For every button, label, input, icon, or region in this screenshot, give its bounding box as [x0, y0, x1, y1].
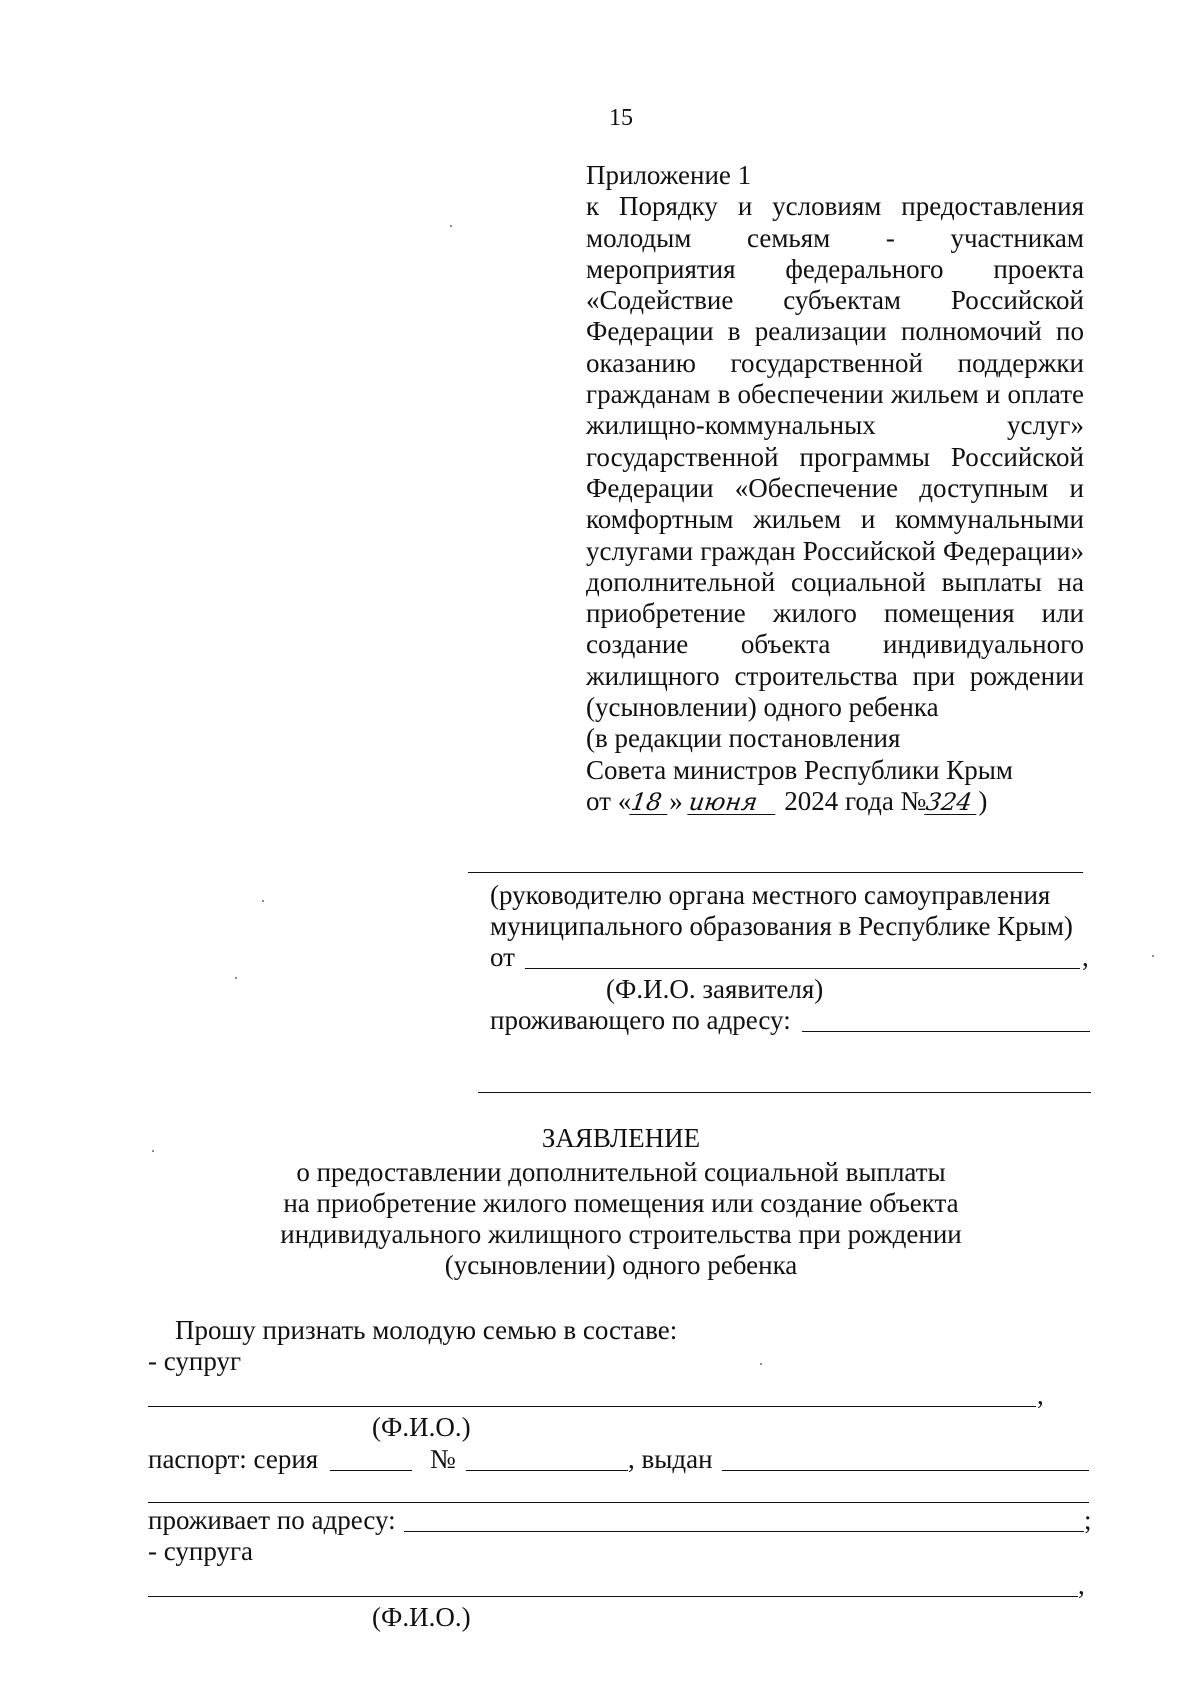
applicant-address-label: проживающего по адресу:	[490, 1005, 791, 1035]
request-text: Прошу признать молодую семью в составе:	[175, 1315, 678, 1345]
appendix-line: гражданам в обеспечении жильем и оплате	[586, 379, 1084, 410]
passport-issued-label: , выдан	[628, 1444, 713, 1474]
date-mid: »	[669, 785, 683, 816]
page-number: 15	[609, 105, 633, 131]
appendix-line: Федерации «Обеспечение доступным и	[586, 472, 1084, 503]
scan-speck	[760, 1363, 762, 1365]
statement-subtitle-line: о предоставлении дополнительной социальной выплаты	[296, 1157, 946, 1187]
passport-number-line	[466, 1470, 628, 1471]
statement-subtitle-line: (усыновлении) одного ребенка	[444, 1250, 798, 1280]
appendix-line: Федерации в реализации полномочий по	[586, 316, 1084, 347]
appendix-line: комфортным жильем и коммунальными	[586, 504, 1084, 535]
from-comma: ,	[1082, 942, 1089, 972]
handwritten-day: 18	[629, 790, 671, 815]
husband-comma: ,	[1037, 1380, 1044, 1410]
from-label: от	[490, 942, 515, 972]
passport-series-label: паспорт: серия	[148, 1444, 319, 1474]
appendix-line: государственной программы Российской	[586, 441, 1084, 472]
applicant-address-line-2	[478, 1092, 1091, 1093]
address-semicolon: ;	[1084, 1505, 1092, 1535]
appendix-date-line	[586, 786, 1084, 817]
appendix-line: «Содействие субъектам Российской	[586, 285, 1084, 316]
applicant-fio-caption: (Ф.И.О. заявителя)	[606, 974, 824, 1004]
date-suffix: )	[978, 785, 988, 816]
appendix-line: Совета министров Республики Крым	[586, 754, 1013, 785]
passport-issued-line	[722, 1470, 1089, 1471]
appendix-line: жилищного строительства при рождении	[586, 660, 1084, 691]
appendix-line: приобретение жилого помещения или	[586, 598, 1084, 629]
scan-speck	[235, 977, 237, 979]
wife-name-line	[148, 1596, 1078, 1597]
passport-number-label: №	[430, 1444, 456, 1474]
husband-label: - супруг	[148, 1346, 242, 1376]
appendix-line: (в редакции постановления	[586, 723, 901, 754]
applicant-name-line	[525, 968, 1080, 969]
husband-name-line	[148, 1406, 1036, 1407]
husband-address-line	[404, 1531, 1084, 1532]
appendix-line: Приложение 1	[586, 160, 752, 190]
scan-speck	[450, 225, 452, 227]
husband-address-label: проживает по адресу:	[148, 1505, 396, 1535]
appendix-line: (усыновлении) одного ребенка	[586, 692, 939, 723]
scan-speck	[152, 1150, 154, 1152]
statement-subtitle-line: на приобретение жилого помещения или создание объекта	[283, 1188, 959, 1218]
husband-fio-caption: (Ф.И.О.)	[372, 1412, 471, 1442]
addressee-name-line	[468, 872, 1083, 873]
appendix-line: создание объекта индивидуального	[586, 629, 1084, 660]
scan-speck	[262, 900, 264, 902]
appendix-line: оказанию государственной поддержки	[586, 347, 1084, 378]
appendix-line: услугами граждан Российской Федерации»	[586, 535, 1084, 566]
wife-label: - супруга	[148, 1536, 254, 1566]
passport-series-line	[330, 1470, 412, 1471]
appendix-line: жилищно-коммунальных услуг»	[586, 410, 1084, 441]
handwritten-month: июня	[688, 790, 780, 815]
appendix-line: молодым семьям - участникам	[586, 222, 1084, 253]
addressee-line: (руководителю органа местного самоуправления	[490, 880, 1051, 910]
scan-speck	[1152, 955, 1154, 957]
statement-subtitle-line: индивидуального жилищного строительства при рождении	[280, 1219, 962, 1249]
appendix-line: дополнительной социальной выплаты на	[586, 566, 1084, 597]
wife-comma: ,	[1078, 1570, 1085, 1600]
addressee-line: муниципального образования в Республике Крым)	[490, 911, 1073, 941]
passport-issued-line-2	[148, 1502, 1089, 1503]
appendix-line: мероприятия федерального проекта	[586, 253, 1084, 284]
wife-fio-caption: (Ф.И.О.)	[372, 1602, 471, 1632]
applicant-address-line	[802, 1031, 1090, 1032]
appendix-line: к Порядку и условиям предоставления	[586, 191, 1084, 222]
statement-title: ЗАЯВЛЕНИЕ	[541, 1123, 701, 1153]
date-prefix: от «	[586, 785, 632, 816]
date-year: 2024 года №	[784, 785, 927, 816]
handwritten-number: 324	[925, 790, 981, 815]
appendix-header	[586, 160, 1084, 817]
